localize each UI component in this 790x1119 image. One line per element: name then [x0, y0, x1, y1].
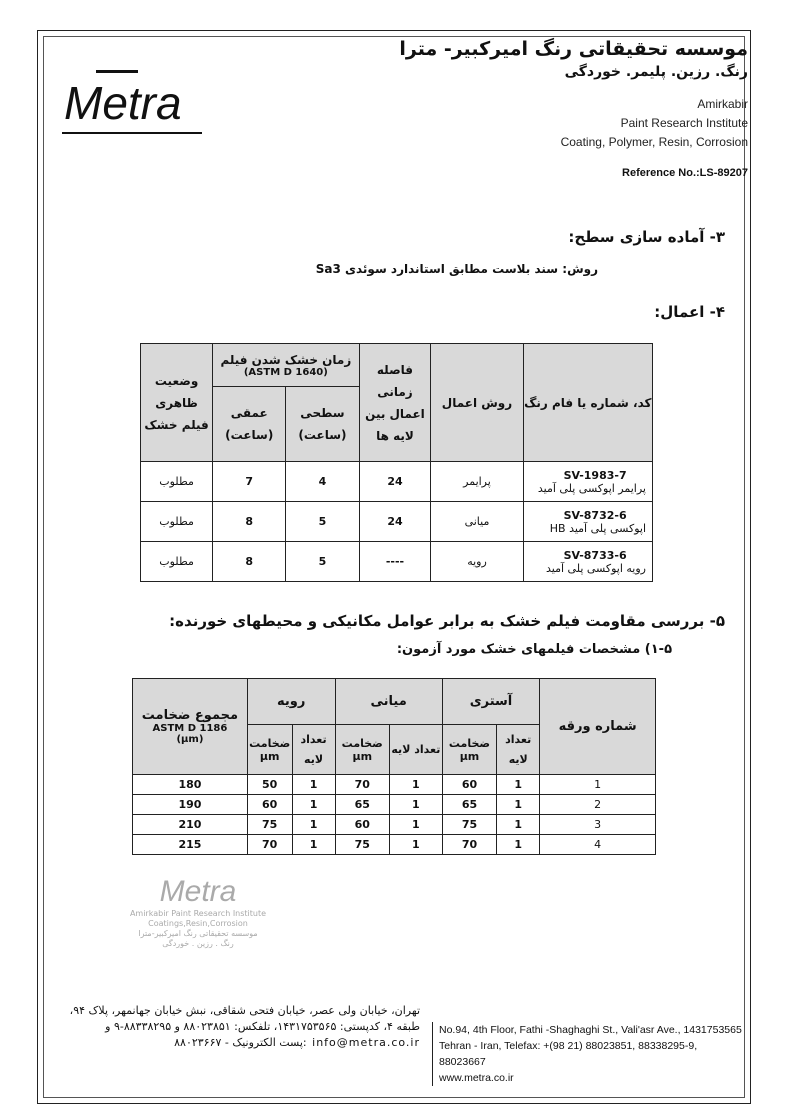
cell-total: 190: [133, 795, 248, 815]
th-mid-count: تعداد لایه: [389, 725, 442, 775]
footer-address-fa: [60, 1003, 420, 1051]
cell-method: پرایمر: [431, 462, 523, 502]
reference-number: Reference No.:LS-89207: [622, 167, 748, 179]
table-row: [133, 835, 656, 855]
cell-total: 215: [133, 835, 248, 855]
section-3-title: ۳- آماده سازی سطح:: [568, 228, 725, 246]
cell-code: [523, 462, 652, 502]
stamp-line-2: Coatings,Resin,Corrosion: [148, 919, 248, 928]
org-name-fa: [399, 38, 748, 80]
cell-t-thick: 75: [247, 815, 292, 835]
th-thick-label: ضخامت: [249, 736, 291, 750]
cell-t-thick: 60: [247, 795, 292, 815]
cell-m-thick: 60: [335, 815, 389, 835]
cell-deep: 8: [213, 542, 286, 582]
cell-t-count: 1: [292, 795, 335, 815]
cell-t-count: 1: [292, 775, 335, 795]
th-primer: آستری: [442, 679, 539, 725]
cell-total: 210: [133, 815, 248, 835]
cell-t-thick: 50: [247, 775, 292, 795]
cell-m-count: 1: [389, 795, 442, 815]
th-method: روش اعمال: [431, 344, 523, 462]
cell-m-count: 1: [389, 815, 442, 835]
cell-deep: 7: [213, 462, 286, 502]
th-drying-label: زمان خشک شدن فیلم: [220, 352, 352, 367]
cell-m-thick: 70: [335, 775, 389, 795]
cell-t-thick: 70: [247, 835, 292, 855]
code-value: SV-8732-6: [563, 508, 627, 522]
th-total-std: ASTM D 1186: [152, 723, 228, 734]
address-fa-line-3: info@metra.co.ir :پست الکترونیک - ۸۸۰۲۳۶۶۷: [174, 1036, 420, 1049]
logo-text: Metra: [64, 77, 182, 129]
cell-p-thick: 75: [442, 815, 496, 835]
cell-interval: ----: [359, 542, 431, 582]
cell-p-thick: 70: [442, 835, 496, 855]
th-um: µm: [459, 749, 480, 763]
cell-code: [523, 502, 652, 542]
org-title-fa: موسسه تحقیقاتی رنگ امیرکبیر- مترا: [399, 38, 748, 60]
cell-m-count: 1: [389, 835, 442, 855]
cell-method: میانی: [431, 502, 523, 542]
cell-t-count: 1: [292, 815, 335, 835]
th-surface: سطحی (ساعت): [286, 387, 359, 462]
table-row: [133, 795, 656, 815]
section-5-subtitle: ۱-۵) مشخصات فیلمهای خشک مورد آزمون:: [396, 642, 672, 657]
cell-m-thick: 65: [335, 795, 389, 815]
address-en-line-1: No.94, 4th Floor, Fathi -Shaghaghi St., Vali'asr Ave., 1431753565: [439, 1024, 742, 1036]
thickness-table: [132, 678, 656, 855]
address-en-line-3: 88023667: [439, 1056, 486, 1068]
cell-m-count: 1: [389, 775, 442, 795]
cell-appearance: مطلوب: [141, 462, 213, 502]
code-value: SV-1983-7: [563, 468, 627, 482]
th-code: کد، شماره یا فام رنگ: [523, 344, 652, 462]
paint-name: پرایمر اپوکسی پلی آمید: [537, 481, 646, 495]
logo-underline: [62, 132, 202, 134]
stamp-line-1: Amirkabir Paint Research Institute: [129, 909, 267, 918]
cell-p-thick: 65: [442, 795, 496, 815]
cell-code: [523, 542, 652, 582]
th-drying-std: (ASTM D 1640): [243, 366, 328, 378]
stamp-line-4: رنگ . رزین . خوردگی: [162, 939, 234, 948]
cell-appearance: مطلوب: [141, 502, 213, 542]
cell-appearance: مطلوب: [141, 542, 213, 582]
th-mid-thick: [335, 725, 389, 775]
th-primer-thick: [442, 725, 496, 775]
th-sheet: شماره ورقه: [540, 679, 656, 775]
logo-bar: [96, 70, 138, 73]
cell-p-count: 1: [497, 795, 540, 815]
table-row: [141, 542, 653, 582]
table-row: [133, 775, 656, 795]
th-appearance: وضعیت ظاهری فیلم خشک: [141, 344, 213, 462]
cell-sheet: 4: [540, 835, 656, 855]
table-row: [141, 502, 653, 542]
cell-sheet: 2: [540, 795, 656, 815]
th-mid: میانی: [335, 679, 442, 725]
th-top: رویه: [247, 679, 335, 725]
org-en-line-3: Coating, Polymer, Resin, Corrosion: [560, 135, 748, 149]
th-thick-label: ضخامت: [341, 736, 383, 750]
th-um: µm: [259, 749, 280, 763]
th-thick-label: ضخامت: [448, 736, 491, 750]
cell-p-count: 1: [497, 775, 540, 795]
section-4-title: ۴- اعمال:: [654, 303, 725, 321]
table-row: [133, 815, 656, 835]
website-link[interactable]: www.metra.co.ir: [439, 1072, 514, 1084]
th-deep: عمقی (ساعت): [213, 387, 286, 462]
address-fa-line-1: تهران، خیابان ولی عصر، خیابان فتحی شقاقی، نبش خیابان جهانمهر، پلاک ۹۴،: [69, 1004, 420, 1017]
stamp-logo: Metra: [159, 875, 237, 908]
table-row: [141, 462, 653, 502]
cell-deep: 8: [213, 502, 286, 542]
th-interval: فاصله زمانی اعمال بین لایه ها: [359, 344, 431, 462]
metra-logo: [62, 70, 212, 150]
address-en-line-2: Tehran - Iran, Telefax: +(98 21) 88023851, 88338295-9,: [439, 1040, 698, 1052]
th-top-count: تعداد لایه: [292, 725, 335, 775]
cell-interval: 24: [359, 462, 431, 502]
cell-surface: 4: [286, 462, 359, 502]
org-en-line-1: Amirkabir: [697, 97, 748, 111]
th-um: µm: [352, 749, 373, 763]
org-en-line-2: Paint Research Institute: [620, 116, 748, 130]
footer-address-en: [432, 1022, 759, 1086]
th-total-label: مجموع ضخامت: [141, 708, 239, 723]
th-total: [133, 679, 248, 775]
code-value: SV-8733-6: [563, 548, 627, 562]
cell-p-count: 1: [497, 835, 540, 855]
stamp-line-3: موسسه تحقیقاتی رنگ امیرکبیر-مترا: [138, 929, 258, 938]
th-total-unit: (µm): [176, 734, 204, 745]
institute-stamp: [118, 875, 278, 965]
address-fa-line-2: طبقه ۴، کدپستی: ۱۴۳۱۷۵۳۵۶۵، تلفکس: ۸۸۰۲۳۸۵۱ و ۸۸۳۳۸۲۹۵-۹ و: [105, 1020, 420, 1033]
cell-t-count: 1: [292, 835, 335, 855]
paint-name: اپوکسی پلی آمید HB: [549, 521, 646, 535]
section-5-title: ۵- بررسی مقاومت فیلم خشک به برابر عوامل مکانیکی و محیطهای خورنده:: [169, 612, 725, 630]
section-3-method: روش: سند بلاست مطابق استاندارد سوئدی Sa3: [315, 262, 598, 276]
cell-sheet: 3: [540, 815, 656, 835]
th-drying: [213, 344, 359, 387]
cell-surface: 5: [286, 542, 359, 582]
cell-p-count: 1: [497, 815, 540, 835]
application-table: [140, 343, 653, 582]
cell-p-thick: 60: [442, 775, 496, 795]
cell-interval: 24: [359, 502, 431, 542]
th-top-thick: [247, 725, 292, 775]
th-primer-count: تعداد لایه: [497, 725, 540, 775]
cell-method: رویه: [431, 542, 523, 582]
cell-sheet: 1: [540, 775, 656, 795]
cell-surface: 5: [286, 502, 359, 542]
paint-name: رویه اپوکسی پلی آمید: [545, 561, 646, 575]
org-name-en: [561, 95, 748, 152]
cell-m-thick: 75: [335, 835, 389, 855]
org-subtitle-fa: رنگ. رزین. پلیمر. خوردگی: [564, 64, 748, 80]
cell-total: 180: [133, 775, 248, 795]
